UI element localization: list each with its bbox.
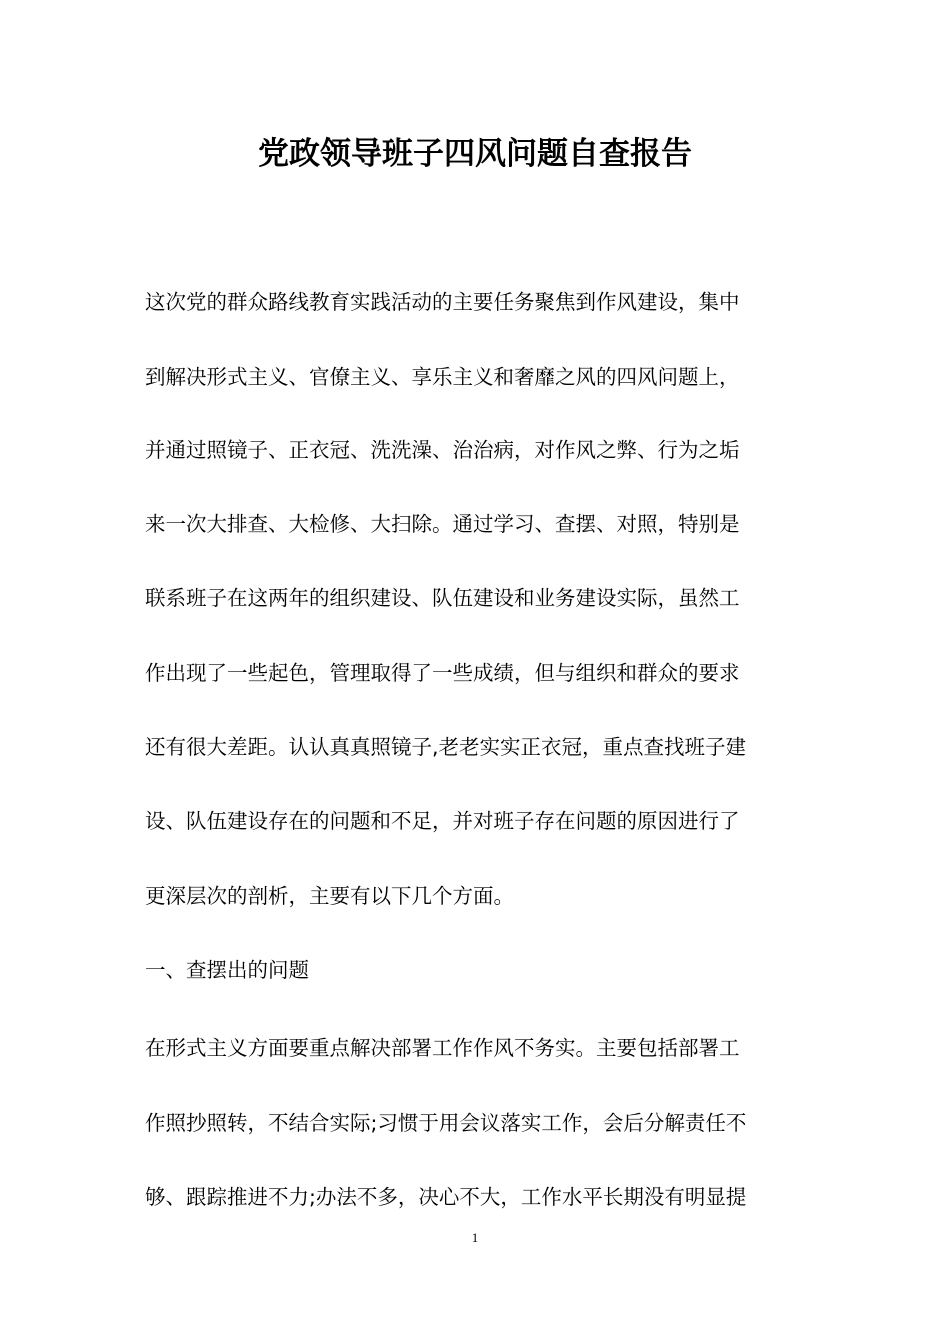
text-line: 还有很大差距。认认真真照镜子,老老实实正衣冠，重点查找班子建 <box>145 735 747 759</box>
text-line: 作出现了一些起色，管理取得了一些成绩，但与组织和群众的要求 <box>145 661 740 685</box>
text-line: 这次党的群众路线教育实践活动的主要任务聚焦到作风建设，集中 <box>145 290 740 314</box>
section-heading: 一、查摆出的问题 <box>145 958 309 982</box>
document-title: 党政领导班子四风问题自查报告 <box>258 136 692 172</box>
text-line: 到解决形式主义、官僚主义、享乐主义和奢靡之风的四风问题上， <box>145 365 740 389</box>
text-line: 作照抄照转，不结合实际;习惯于用会议落实工作，会后分解责任不 <box>145 1111 747 1135</box>
text-line: 并通过照镜子、正衣冠、洗洗澡、治治病，对作风之弊、行为之垢 <box>145 438 740 462</box>
text-line: 更深层次的剖析，主要有以下几个方面。 <box>145 884 514 908</box>
text-line: 在形式主义方面要重点解决部署工作作风不务实。主要包括部署工 <box>145 1036 740 1060</box>
page-number: 1 <box>471 1230 479 1245</box>
text-line: 联系班子在这两年的组织建设、队伍建设和业务建设实际，虽然工 <box>145 586 740 610</box>
text-line: 来一次大排查、大检修、大扫除。通过学习、查摆、对照，特别是 <box>145 512 740 536</box>
text-line: 够、跟踪推进不力;办法不多，决心不大，工作水平长期没有明显提 <box>145 1185 747 1209</box>
text-line: 设、队伍建设存在的问题和不足，并对班子存在问题的原因进行了 <box>145 809 740 833</box>
